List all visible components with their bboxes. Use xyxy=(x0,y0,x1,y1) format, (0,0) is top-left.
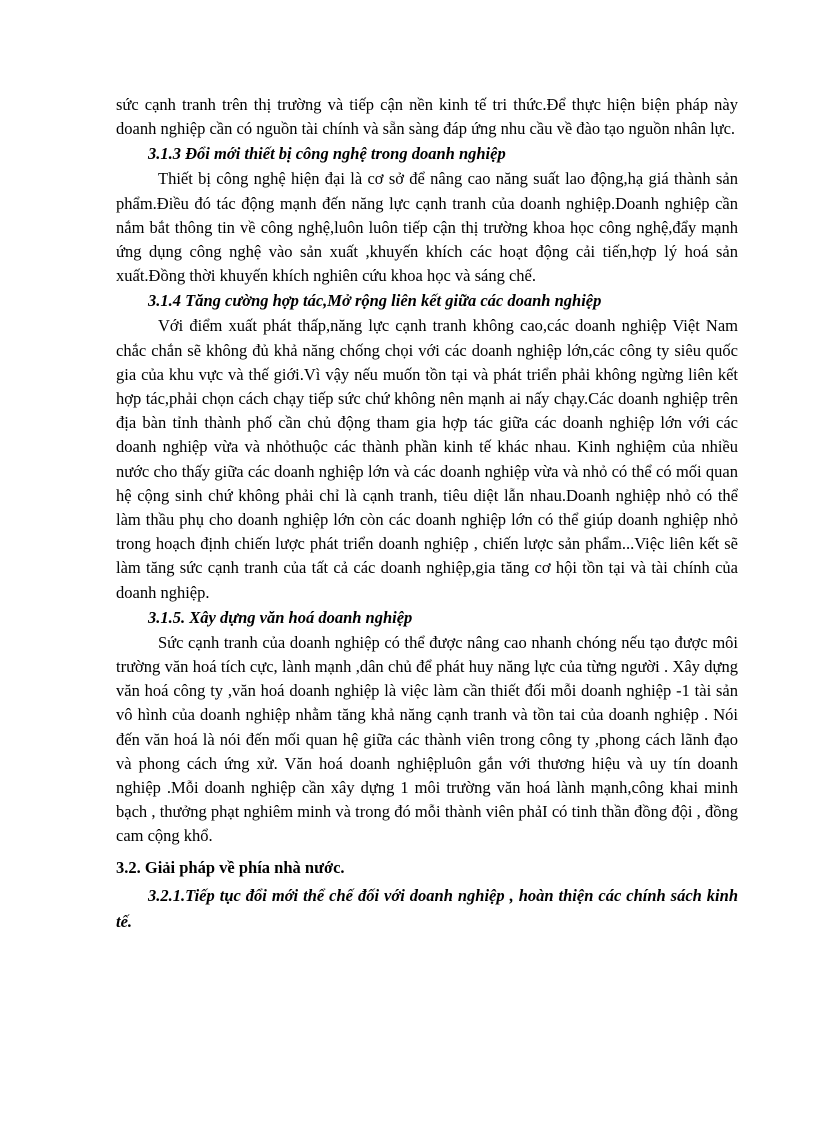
heading-3-2: 3.2. Giải pháp về phía nhà nước. xyxy=(116,857,345,877)
heading-3-1-5: 3.1.5. Xây dựng văn hoá doanh nghiệp xyxy=(148,607,413,627)
paragraph-3-1-3: Thiết bị công nghệ hiện đại là cơ sở để nâng cao năng suất lao động,hạ giá thành sản phẩm.Điều đó tác động mạnh đến năng lực cạnh tranh của doanh nghiệp.Doanh nghiệp cần nắm bắt thông tin về công nghệ,luôn luôn tiếp cận thị trường khoa học công nghệ,đẩy mạnh ứng dụng công nghệ vào sản xuất ,khuyến khích các hoạt động cải tiến,hợp lý hoá sản xuất.Đồng thời khuyến khích nghiên cứu khoa học và sáng chế. xyxy=(116,169,738,286)
heading-3-2-1: 3.2.1.Tiếp tục đổi mới thể chế đối với doanh nghiệp , hoàn thiện các chính sách kinh tế. xyxy=(116,885,738,931)
document-page xyxy=(116,93,738,935)
paragraph-intro: sức cạnh tranh trên thị trường và tiếp cận nền kinh tế tri thức.Để thực hiện biện pháp này doanh nghiệp cần có nguồn tài chính và sẵn sàng đáp ứng nhu cầu về đào tạo nguồn nhân lực. xyxy=(116,95,738,139)
heading-3-1-4: 3.1.4 Tăng cường hợp tác,Mở rộng liên kết giữa các doanh nghiệp xyxy=(148,291,602,311)
paragraph-3-1-5: Sức cạnh tranh của doanh nghiệp có thể được nâng cao nhanh chóng nếu tạo được môi trường văn hoá tích cực, lành mạnh ,dân chủ để phát huy năng lực của từng người . Xây dựng văn hoá công ty ,văn hoá doanh nghiệp là việc làm cần thiết đối mỗi doanh nghiệp -1 tài sản vô hình của doanh nghiệp nhằm tăng khả năng cạnh tranh và tồn tai của doanh nghiệp . Nói đến văn hoá là nói đến mối quan hệ giữa các thành viên trong công ty ,phong cách lãnh đạo và phong cách ứng xử. Văn hoá doanh nghiệpluôn gắn với thương hiệu và uy tín doanh nghiệp .Mỗi doanh nghiệp cần xây dựng 1 môi trường văn hoá lành mạnh,công khai minh bạch , thưởng phạt nghiêm minh và trong đó mỗi thành viên phảI có tinh thần đồng đội , đồng cam cộng khổ. xyxy=(116,632,738,846)
heading-3-1-3: 3.1.3 Đổi mới thiết bị công nghệ trong doanh nghiệp xyxy=(148,144,506,164)
paragraph-3-1-4: Với điểm xuất phát thấp,năng lực cạnh tranh không cao,các doanh nghiệp Việt Nam chắc chắn sẽ không đủ khả năng chống chọi với các doanh nghiệp lớn,các công ty siêu quốc gia của khu vực và thế giới.Vì vậy nếu muốn tồn tại và phát triển phải không ngừng liên kết hợp tác,phải chọn cách chạy tiếp sức chứ không nên mạnh ai nấy chạy.Các doanh nghiệp trên địa bàn tỉnh thành phố cần chủ động tham gia hợp tác giữa các doanh nghiệp lớn với các doanh nghiệp vừa và nhỏthuộc các thành phần kinh tế khác nhau. Kinh nghiệm của nhiều nước cho thấy giữa các doanh nghiệp lớn và các doanh nghiệp vừa và nhỏ có thể có mối quan hệ cộng sinh chứ không phải chỉ là cạnh tranh, tiêu diệt lẫn nhau.Doanh nghiệp nhỏ có thể làm thầu phụ cho doanh nghiệp lớn còn các doanh nghiệp lớn có thể giúp doanh nghiệp nhỏ trong hoạch định chiến lược phát triển doanh nghiệp , chiến lược sản phẩm...Việc liên kết sẽ làm tăng sức cạnh tranh của tất cả các doanh nghiệp,gia tăng cơ hội tồn tại và tài chính của doanh nghiệp. xyxy=(116,316,738,602)
